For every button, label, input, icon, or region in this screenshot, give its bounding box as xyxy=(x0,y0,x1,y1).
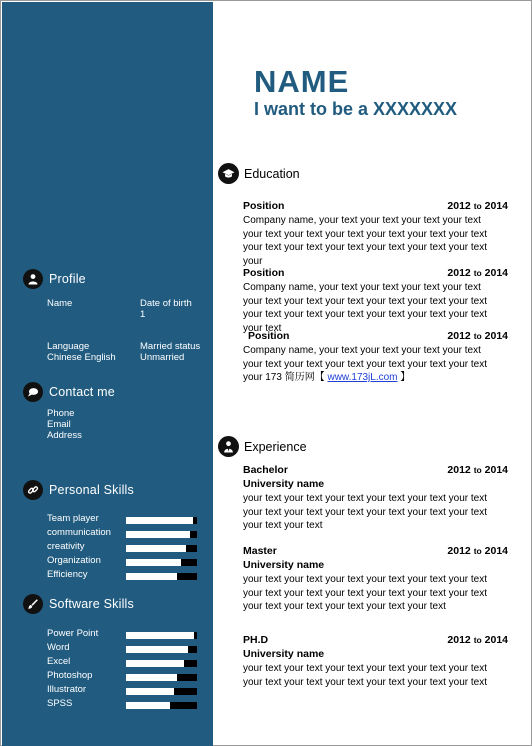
skill-level-fill xyxy=(126,573,177,580)
university-name: University name xyxy=(243,648,325,660)
personal-skills-title: Personal Skills xyxy=(49,483,134,497)
skill-level-fill xyxy=(126,517,193,524)
skill-level-fill xyxy=(126,531,190,538)
contact-heading xyxy=(23,382,115,402)
degree-label: PH.D xyxy=(243,634,269,646)
date-range: 2012 to 2014 xyxy=(447,545,508,557)
education-entry xyxy=(243,330,508,385)
entry-description: your text your text your text your text your text your text your text your text your text your text your text your text your text your text your text your text your text xyxy=(243,574,487,613)
position-label: Position xyxy=(248,330,290,342)
experience-entry xyxy=(243,545,508,614)
tagline: I want to be a XXXXXXX xyxy=(254,99,458,119)
skill-level-bar xyxy=(126,674,197,681)
skill-row xyxy=(47,527,197,541)
skill-row xyxy=(47,513,197,527)
university-name: University name xyxy=(243,478,325,490)
skill-label: Efficiency xyxy=(47,569,88,580)
degree-label: Bachelor xyxy=(243,464,288,476)
entry-description: Company name, your text your text your text your text your text your text your text your text your text your text your text your text your text your text your text your text your text xyxy=(243,282,487,334)
speech-bubble-icon xyxy=(23,382,43,402)
skill-level-fill xyxy=(126,702,170,709)
language-value: Chinese English xyxy=(47,352,116,363)
entry-description: Company name, your text your text your text your text your text your text your text your text your text your text your text your text your text your text your text your text your xyxy=(243,215,487,267)
skill-level-bar xyxy=(126,646,197,653)
position-label: Position xyxy=(243,267,285,279)
skill-level-fill xyxy=(126,559,181,566)
skill-row xyxy=(47,684,197,698)
skill-level-fill xyxy=(126,545,186,552)
software-skills-heading xyxy=(23,594,134,614)
email-label: Email xyxy=(47,419,71,430)
skill-label: SPSS xyxy=(47,698,73,709)
skill-row xyxy=(47,555,197,569)
experience-entry xyxy=(243,634,508,689)
skill-level-bar xyxy=(126,559,197,566)
skill-row xyxy=(47,569,197,583)
skill-row xyxy=(47,642,197,656)
education-entry xyxy=(243,267,508,335)
phone-label: Phone xyxy=(47,408,75,419)
skill-label: Excel xyxy=(47,656,71,667)
profile-title: Profile xyxy=(49,272,86,286)
skill-label: Illustrator xyxy=(47,684,87,695)
dob-label: Date of birth xyxy=(140,298,192,309)
person-icon xyxy=(23,269,43,289)
skill-level-bar xyxy=(126,517,197,524)
skill-level-bar xyxy=(126,632,197,639)
skill-level-fill xyxy=(126,688,174,695)
skill-row xyxy=(47,656,197,670)
skill-level-bar xyxy=(126,573,197,580)
sidebar xyxy=(2,2,213,746)
date-range: 2012 to 2014 xyxy=(447,267,508,279)
skill-level-bar xyxy=(126,531,197,538)
address-label: Address xyxy=(47,430,82,441)
skill-row xyxy=(47,698,197,712)
entry-description: your text your text your text your text your text your text your text your text your text your text your text your text your text your text xyxy=(243,493,487,532)
skill-row xyxy=(47,541,197,555)
skill-label: Organization xyxy=(47,555,101,566)
skill-row xyxy=(47,670,197,684)
date-range: 2012 to 2014 xyxy=(447,634,508,646)
software-skills-title: Software Skills xyxy=(49,597,134,611)
date-range: 2012 to 2014 xyxy=(447,464,508,476)
marital-value: Unmarried xyxy=(140,352,185,363)
skill-label: Team player xyxy=(47,513,99,524)
website-link[interactable]: www.173jL.com xyxy=(327,372,398,384)
skill-row xyxy=(47,628,197,642)
person-badge-icon xyxy=(218,436,239,457)
skill-level-fill xyxy=(126,674,177,681)
position-label: Position xyxy=(243,200,285,212)
marital-label: Married status xyxy=(140,341,201,352)
degree-label: Master xyxy=(243,545,277,557)
skill-label: Word xyxy=(47,642,70,653)
education-title: Education xyxy=(244,166,300,181)
skill-level-fill xyxy=(126,646,188,653)
experience-title: Experience xyxy=(244,439,307,454)
skill-level-bar xyxy=(126,688,197,695)
main-content xyxy=(213,1,532,746)
personal-skills-heading xyxy=(23,480,134,500)
entry-description: your text your text your text your text your text your text your text your text your text your text your text your text xyxy=(243,663,487,688)
date-range: 2012 to 2014 xyxy=(447,200,508,212)
profile-heading xyxy=(23,269,86,289)
language-label: Language xyxy=(47,341,90,352)
date-range: 2012 to 2014 xyxy=(447,330,508,342)
skill-level-fill xyxy=(126,660,184,667)
experience-entry xyxy=(243,464,508,533)
education-entry xyxy=(243,200,508,268)
skill-level-fill xyxy=(126,632,194,639)
contact-title: Contact me xyxy=(49,385,115,399)
skill-label: creativity xyxy=(47,541,85,552)
brush-icon xyxy=(23,594,43,614)
skill-level-bar xyxy=(126,660,197,667)
university-name: University name xyxy=(243,559,325,571)
skill-label: communication xyxy=(47,527,111,538)
name-heading: NAME xyxy=(254,64,350,99)
name-label: Name xyxy=(47,298,73,309)
skill-level-bar xyxy=(126,702,197,709)
graduation-cap-icon xyxy=(218,163,239,184)
dob-value: 1 xyxy=(140,309,146,320)
experience-heading xyxy=(218,436,307,457)
education-heading xyxy=(218,163,300,184)
entry-description: Company name, your text your text your text your text your text your text your text your text your text your text your 173 简历网【 www.173jL.com 】 xyxy=(243,345,487,384)
skill-level-bar xyxy=(126,545,197,552)
link-chain-icon xyxy=(23,480,43,500)
skill-label: Power Point xyxy=(47,628,99,639)
skill-label: Photoshop xyxy=(47,670,93,681)
